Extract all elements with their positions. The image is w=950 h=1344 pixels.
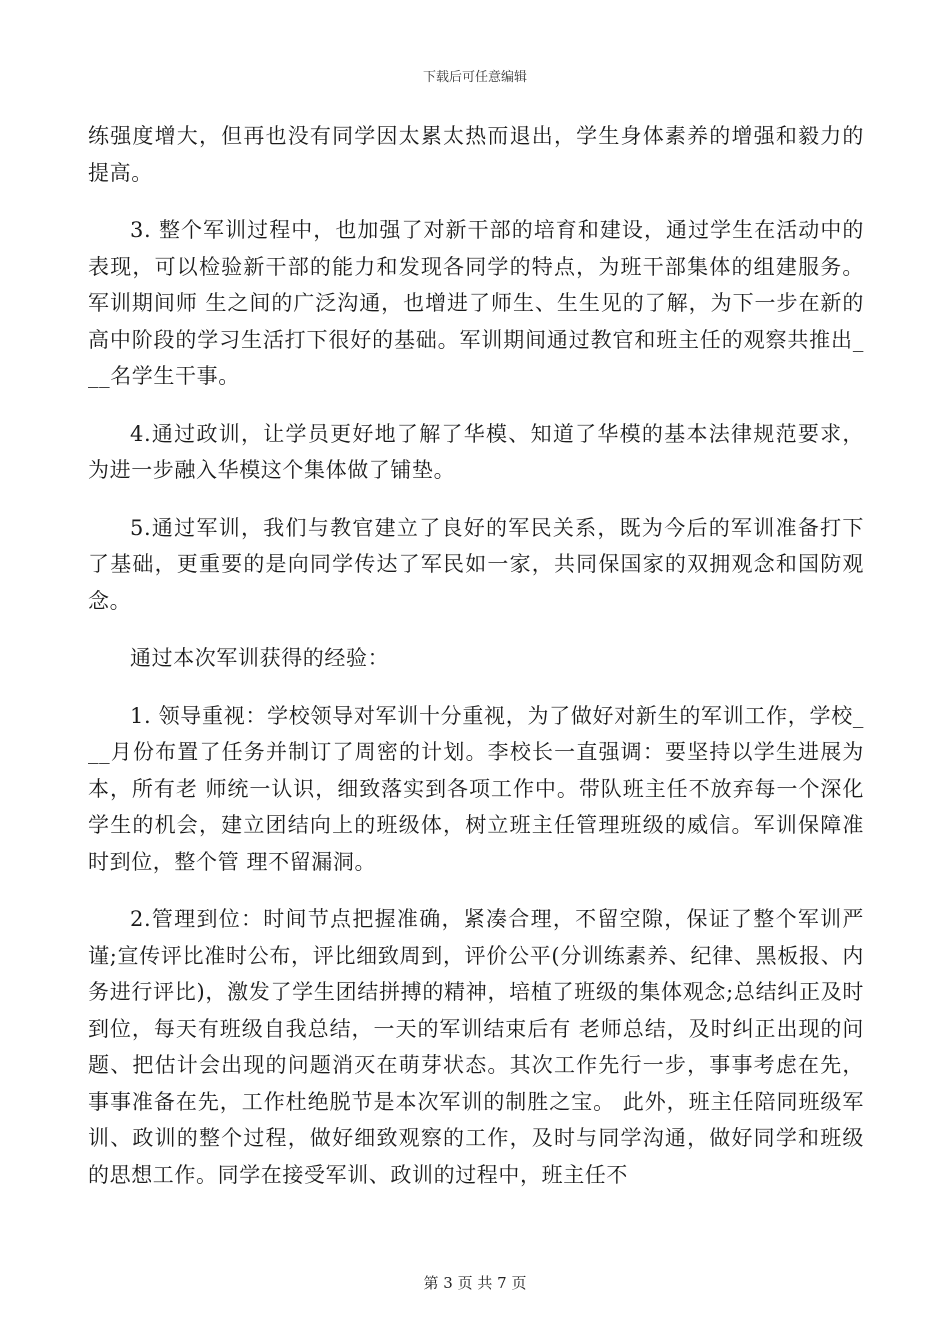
paragraph-5: 通过本次军训获得的经验： (130, 646, 390, 670)
document-body (88, 118, 864, 1214)
paragraph-4: 5.通过军训，我们与教官建立了良好的军民关系，既为今后的军训准备打下了基础，更重要的是向同学传达了军民如一家，共同保国家的双拥观念和国防观念。 (88, 515, 864, 613)
paragraph-2: 3. 整个军训过程中，也加强了对新干部的培育和建设，通过学生在活动中的表现，可以检验新干部的能力和发现各同学的特点，为班干部集体的组建服务。军训期间师 生之间的广泛沟通，也增进了师生、生生见的了解，为下一步在新的高中阶段的学习生活打下很好的基础。军训期间通过教官和班主任的观察共推出___名学生干事。 (88, 218, 864, 388)
paragraph-6: 1. 领导重视：学校领导对军训十分重视，为了做好对新生的军训工作，学校___月份布置了任务并制订了周密的计划。李校长一直强调：要坚持以学生进展为本，所有老 师统一认识，细致落实到各项工作中。带队班主任不放弃每一个深化学生的机会，建立团结向上的班级体，树立班主任管理班级的威信。军训保障准时到位，整个管 理不留漏洞。 (88, 703, 864, 874)
paragraph-3: 4.通过政训，让学员更好地了解了华模、知道了华模的基本法律规范要求，为进一步融入华模这个集体做了铺垫。 (88, 421, 864, 482)
paragraph-1: 练强度增大，但再也没有同学因太累太热而退出，学生身体素养的增强和毅力的提高。 (88, 124, 864, 185)
page-number: 第 3 页 共 7 页 (423, 1274, 527, 1292)
paragraph-7: 2.管理到位：时间节点把握准确，紧凑合理，不留空隙，保证了整个军训严谨;宣传评比准时公布，评比细致周到，评价公平(分训练素养、纪律、黑板报、内务进行评比)，激发了学生团结拼搏的精神，培植了班级的集体观念;总结纠正及时到位，每天有班级自我总结，一天的军训结束后有 老师总结，及时纠正出现的问题、把估计会出现的问题消灭在萌芽状态。其次工作先行一步，事事考虑在先，事事准备在先，工作杜绝脱节是本次军训的制胜之宝。 此外，班主任陪同班级军训、政训的整个过程，做好细致观察的工作，及时与同学沟通，做好同学和班级的思想工作。同学在接受军训、政训的过程中，班主任不 (88, 907, 864, 1187)
page-header: 下载后可任意编辑 (422, 70, 527, 85)
